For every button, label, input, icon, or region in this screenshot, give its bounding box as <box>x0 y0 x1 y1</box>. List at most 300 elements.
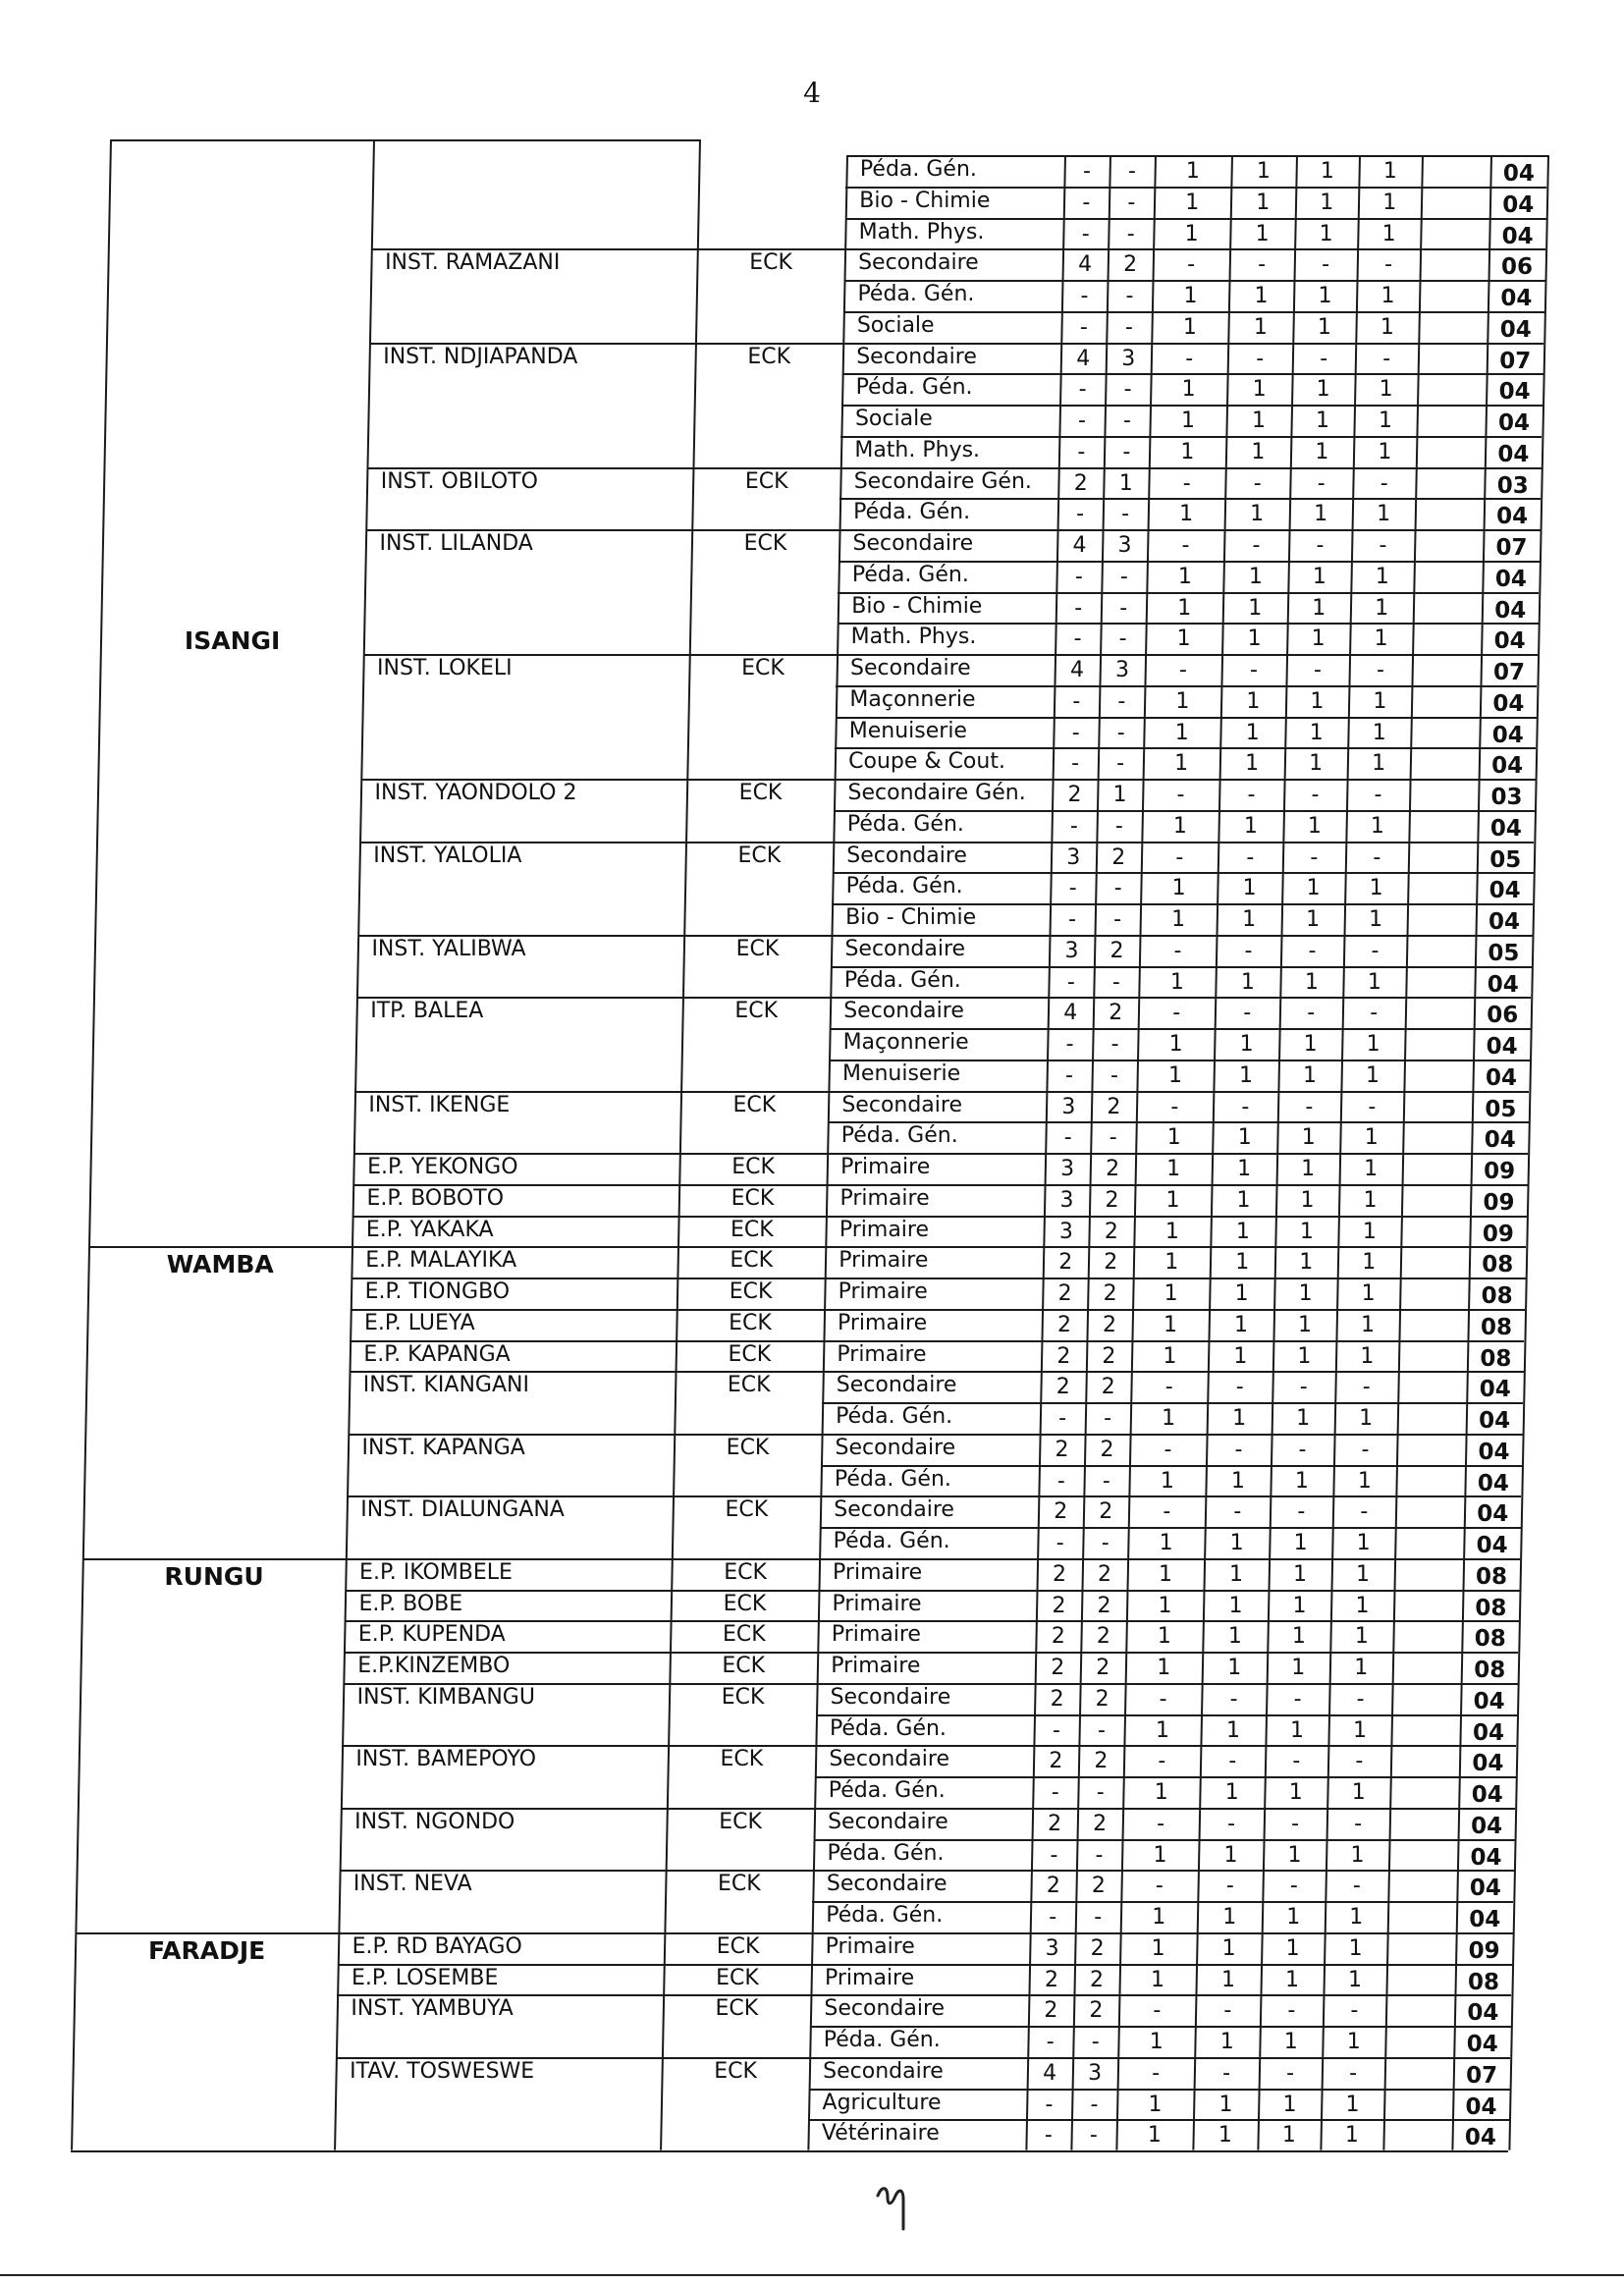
count-c3: 1 <box>1166 1125 1181 1151</box>
count-c5: 1 <box>1312 564 1326 589</box>
count-c1: - <box>1065 1032 1074 1057</box>
count-c1: 4 <box>1043 2060 1057 2086</box>
count-c5: 1 <box>1286 1905 1301 1930</box>
count-c3: 1 <box>1164 1312 1177 1337</box>
row-total: 04 <box>1497 441 1530 467</box>
count-c5: - <box>1292 1749 1301 1774</box>
count-c2: - <box>1097 1717 1106 1743</box>
count-c5: - <box>1316 533 1325 558</box>
count-c5: 1 <box>1294 1468 1309 1494</box>
count-c6: - <box>1384 252 1393 278</box>
count-c6: - <box>1382 346 1391 371</box>
count-c6: 1 <box>1362 1219 1377 1244</box>
row-total: 07 <box>1499 348 1532 374</box>
row-total: 04 <box>1489 878 1521 904</box>
section-label: Secondaire <box>843 999 964 1024</box>
count-c2: - <box>1111 969 1120 995</box>
count-c4: 1 <box>1229 1561 1244 1587</box>
row-total: 04 <box>1494 597 1527 624</box>
count-c1: - <box>1068 907 1077 932</box>
count-c4: 1 <box>1235 1250 1250 1276</box>
row-rule <box>819 1558 1520 1560</box>
school-name: INST. NGONDO <box>354 1809 515 1834</box>
count-c3: 1 <box>1151 1935 1165 1961</box>
count-c4: 1 <box>1237 1125 1252 1151</box>
section-label: Péda. Gén. <box>851 562 969 587</box>
count-c4: 1 <box>1255 221 1270 246</box>
count-c4: 1 <box>1230 1468 1245 1494</box>
school-type: ECK <box>732 1092 777 1117</box>
count-c2: - <box>1118 626 1127 652</box>
section-label: Sociale <box>854 407 933 431</box>
count-c3: 1 <box>1162 1406 1176 1431</box>
section-label: Agriculture <box>822 2090 942 2115</box>
count-c5: 1 <box>1318 284 1332 308</box>
count-c6: 1 <box>1381 221 1396 246</box>
count-c1: - <box>1071 751 1080 777</box>
row-total: 04 <box>1489 815 1522 842</box>
count-c6: 1 <box>1355 1593 1370 1618</box>
section-label: Péda. Gén. <box>826 1903 944 1928</box>
row-total: 04 <box>1491 753 1524 780</box>
count-c1: - <box>1056 1531 1064 1555</box>
count-c4: 1 <box>1235 1219 1250 1244</box>
count-c6: - <box>1368 1094 1377 1119</box>
count-c3: 1 <box>1174 751 1189 777</box>
section-label: Secondaire <box>852 531 974 556</box>
school-name: INST. YALOLIA <box>373 843 522 868</box>
row-rule <box>812 1932 1513 1934</box>
count-c1: - <box>1080 284 1089 308</box>
count-c2: - <box>1089 2123 1098 2148</box>
count-c4: - <box>1243 1001 1252 1026</box>
section-label: Secondaire <box>835 1435 956 1460</box>
count-c2: 2 <box>1105 1187 1119 1213</box>
count-c4: - <box>1241 1094 1250 1119</box>
count-c1: 4 <box>1070 658 1085 682</box>
count-c1: - <box>1066 969 1075 995</box>
count-c1: 4 <box>1063 1001 1078 1026</box>
count-c6: - <box>1380 470 1388 496</box>
count-c6: 1 <box>1356 1561 1371 1587</box>
count-c6: - <box>1350 1998 1359 2024</box>
count-c6: - <box>1371 938 1380 963</box>
count-c1: - <box>1068 876 1077 901</box>
count-c6: - <box>1379 533 1387 558</box>
count-c1: - <box>1078 377 1087 403</box>
count-c5: 1 <box>1303 1032 1318 1057</box>
count-c6: 1 <box>1377 502 1391 527</box>
count-c5: 1 <box>1320 190 1334 215</box>
count-c6: 1 <box>1382 159 1397 184</box>
school-name: E.P. IKOMBELE <box>359 1559 513 1585</box>
count-c6: 1 <box>1350 1842 1365 1868</box>
count-c4: 1 <box>1256 159 1271 184</box>
count-c6: - <box>1355 1749 1364 1774</box>
row-total: 04 <box>1491 722 1524 748</box>
district-rule <box>82 1558 346 1560</box>
count-c6: 1 <box>1369 876 1383 901</box>
count-c6: 1 <box>1374 626 1388 652</box>
count-c4: 1 <box>1233 1343 1248 1369</box>
count-c2: - <box>1114 813 1123 839</box>
count-c3: 1 <box>1180 439 1195 464</box>
count-c4: 1 <box>1219 2030 1234 2054</box>
count-c3: 1 <box>1171 907 1186 932</box>
count-c6: 1 <box>1372 751 1386 777</box>
count-c1: 4 <box>1072 533 1087 558</box>
district-name: RUNGU <box>164 1561 264 1591</box>
count-c5: 1 <box>1300 1187 1315 1213</box>
count-c1: 2 <box>1054 1499 1068 1525</box>
count-c1: 2 <box>1051 1656 1065 1680</box>
section-label: Péda. Gén. <box>859 157 977 182</box>
count-c6: - <box>1354 1811 1363 1836</box>
count-c4: 1 <box>1254 284 1269 308</box>
count-c6: 1 <box>1372 720 1386 745</box>
count-c6: 1 <box>1370 813 1384 839</box>
count-c1: - <box>1044 2123 1053 2148</box>
count-c6: 1 <box>1361 1312 1375 1337</box>
count-c6: - <box>1374 783 1382 807</box>
school-name: E.P. YEKONGO <box>367 1155 518 1179</box>
row-total: 04 <box>1472 1751 1504 1777</box>
count-c5: - <box>1291 1811 1300 1836</box>
count-c4: 1 <box>1223 1842 1238 1868</box>
count-c6: - <box>1373 844 1381 870</box>
count-c4: 1 <box>1251 408 1266 433</box>
count-c5: 1 <box>1310 688 1325 714</box>
count-c6: 1 <box>1354 1624 1369 1650</box>
section-label: Péda. Gén. <box>857 282 975 306</box>
section-label: Secondaire Gén. <box>853 468 1032 494</box>
count-c5: - <box>1305 1094 1314 1119</box>
row-total: 04 <box>1486 1034 1518 1060</box>
school-name: E.P. KUPENDA <box>357 1622 506 1648</box>
school-type: ECK <box>722 1654 766 1678</box>
row-total: 04 <box>1472 1719 1504 1746</box>
row-rule <box>811 1964 1512 1966</box>
count-c3: 1 <box>1175 688 1190 714</box>
school-name: INST. RAMAZANI <box>385 250 561 276</box>
count-c2: 2 <box>1104 1250 1118 1276</box>
count-c1: 2 <box>1048 1811 1062 1836</box>
count-c3: 1 <box>1159 1531 1173 1555</box>
count-c3: 1 <box>1160 1468 1174 1494</box>
row-total: 08 <box>1476 1563 1508 1590</box>
count-c4: 1 <box>1224 1780 1239 1805</box>
school-name: E.P. TIONGBO <box>364 1279 511 1304</box>
school-name: INST. YAMBUYA <box>351 1996 514 2022</box>
count-c1: - <box>1071 720 1080 745</box>
count-c4: 1 <box>1242 876 1257 901</box>
count-c1: 2 <box>1058 1250 1073 1276</box>
count-c1: 3 <box>1060 1157 1075 1181</box>
district-rule <box>76 1932 339 1934</box>
count-c4: - <box>1229 1686 1238 1712</box>
school-name: E.P. RD BAYAGO <box>352 1933 522 1959</box>
school-name: E.P. YAKAKA <box>365 1217 494 1242</box>
section-label: Péda. Gén. <box>823 2028 941 2052</box>
count-c5: - <box>1320 346 1328 371</box>
count-c6: 1 <box>1345 2092 1360 2117</box>
count-c6: - <box>1352 1874 1361 1899</box>
count-c5: 1 <box>1299 1250 1314 1276</box>
count-c3: 1 <box>1164 1219 1179 1244</box>
count-c5: 1 <box>1298 1281 1313 1306</box>
school-type: ECK <box>722 1622 766 1648</box>
school-name: INST. YALIBWA <box>371 936 526 961</box>
count-c1: 2 <box>1053 1561 1067 1587</box>
school-type: ECK <box>738 781 783 805</box>
school-type: ECK <box>721 1684 765 1710</box>
row-total: 04 <box>1471 1782 1503 1808</box>
row-total: 06 <box>1487 1003 1519 1029</box>
count-c1: 2 <box>1052 1593 1066 1618</box>
section-label: Péda. Gén. <box>836 1404 953 1429</box>
count-c5: 1 <box>1282 2092 1297 2117</box>
count-c5: 1 <box>1296 1406 1311 1431</box>
count-c5: 1 <box>1314 502 1328 527</box>
count-c4: 1 <box>1221 1967 1235 1992</box>
count-c1: - <box>1045 2092 1054 2117</box>
count-c3: 1 <box>1165 1187 1180 1213</box>
count-c2: 2 <box>1090 1935 1105 1961</box>
count-c6: 1 <box>1352 1717 1367 1743</box>
section-label: Primaire <box>837 1341 927 1367</box>
section-label: Secondaire <box>858 250 979 276</box>
row-total: 04 <box>1485 1064 1517 1091</box>
count-c4: 1 <box>1228 1593 1243 1618</box>
count-c5: - <box>1299 1375 1308 1400</box>
count-c1: - <box>1058 1406 1067 1431</box>
count-c6: 1 <box>1364 1125 1379 1151</box>
count-c4: - <box>1246 844 1255 870</box>
school-type: ECK <box>714 2058 757 2084</box>
count-c3: 1 <box>1183 284 1198 308</box>
count-c1: - <box>1077 408 1086 433</box>
count-c3: 1 <box>1185 159 1200 184</box>
section-label: Secondaire Gén. <box>847 781 1026 805</box>
section-label: Péda. Gén. <box>845 874 963 899</box>
school-type: ECK <box>718 1872 761 1897</box>
count-c3: 1 <box>1157 1624 1171 1650</box>
count-c5: 1 <box>1312 595 1326 621</box>
count-c5: - <box>1286 2060 1295 2086</box>
count-c3: 1 <box>1158 1593 1172 1618</box>
count-c3: 1 <box>1164 1281 1178 1306</box>
row-rule <box>818 1620 1519 1622</box>
count-c4: 1 <box>1252 377 1267 403</box>
count-c2: 2 <box>1107 1094 1121 1119</box>
count-c5: - <box>1311 783 1320 807</box>
row-total: 04 <box>1469 1907 1501 1932</box>
row-total: 04 <box>1496 504 1529 530</box>
section-label: Péda. Gén. <box>853 500 971 525</box>
section-label: Sociale <box>856 312 935 338</box>
count-c2: 2 <box>1103 1281 1117 1306</box>
section-label: Primaire <box>832 1591 922 1616</box>
row-total: 04 <box>1484 1127 1516 1154</box>
count-c5: 1 <box>1302 1062 1317 1088</box>
count-c1: 3 <box>1064 938 1079 963</box>
row-total: 06 <box>1501 254 1534 281</box>
footer-rule <box>0 2274 1624 2276</box>
section-label: Primaire <box>825 1933 915 1959</box>
count-c4: 1 <box>1242 907 1257 932</box>
count-c3: - <box>1164 1437 1172 1462</box>
count-c5: 1 <box>1311 626 1326 652</box>
row-total: 04 <box>1465 2094 1497 2120</box>
row-total: 07 <box>1495 535 1528 561</box>
count-c2: - <box>1121 502 1130 527</box>
count-c4: 1 <box>1245 720 1260 745</box>
count-c1: - <box>1046 2030 1055 2054</box>
district-name: FARADJE <box>147 1935 266 1965</box>
row-total: 08 <box>1480 1345 1512 1372</box>
section-label: Primaire <box>839 1248 929 1274</box>
count-c3: 1 <box>1171 876 1186 901</box>
count-c4: 1 <box>1240 969 1255 995</box>
count-c1: - <box>1074 595 1083 621</box>
count-c4: - <box>1234 1437 1243 1462</box>
count-c2: 2 <box>1098 1561 1112 1587</box>
section-label: Bio - Chimie <box>859 188 991 213</box>
count-c3: - <box>1159 1686 1167 1712</box>
count-c3: 1 <box>1164 1250 1179 1276</box>
count-c6: 1 <box>1375 564 1389 589</box>
count-c4: 1 <box>1239 1032 1254 1057</box>
count-c3: 1 <box>1174 720 1189 745</box>
count-c4: 1 <box>1236 1187 1251 1213</box>
count-c2: 2 <box>1090 1967 1104 1992</box>
count-c2: - <box>1117 688 1126 714</box>
count-c5: 1 <box>1298 1312 1312 1337</box>
count-c1: 2 <box>1046 1874 1060 1899</box>
count-c6: - <box>1349 2060 1358 2086</box>
count-c4: - <box>1222 2060 1231 2086</box>
row-total: 08 <box>1482 1252 1514 1278</box>
row-total: 09 <box>1484 1159 1516 1184</box>
page-number: 4 <box>803 77 821 109</box>
count-c6: - <box>1370 1001 1379 1026</box>
count-c3: 1 <box>1169 969 1184 995</box>
count-c2: 2 <box>1096 1656 1110 1680</box>
row-total: 04 <box>1464 2125 1496 2151</box>
school-type: ECK <box>720 1747 764 1772</box>
row-rule <box>843 311 1544 313</box>
row-rule <box>827 1153 1528 1155</box>
section-label: Secondaire <box>829 1747 949 1772</box>
section-label: Primaire <box>825 1965 915 1990</box>
count-c4: - <box>1233 1499 1242 1525</box>
count-c5: 1 <box>1291 1656 1306 1680</box>
count-c2: - <box>1094 1905 1103 1930</box>
row-total: 04 <box>1469 1876 1501 1902</box>
count-c2: 2 <box>1109 1001 1123 1026</box>
count-c2: 2 <box>1095 1686 1110 1712</box>
row-total: 04 <box>1502 161 1535 187</box>
count-c4: - <box>1235 1375 1244 1400</box>
count-c4: 1 <box>1234 1312 1248 1337</box>
count-c1: - <box>1063 1125 1072 1151</box>
count-c4: - <box>1227 1811 1236 1836</box>
row-total: 05 <box>1488 940 1520 966</box>
count-c1: - <box>1077 439 1086 464</box>
school-name: INST. LILANDA <box>379 531 533 556</box>
school-type: ECK <box>730 1248 774 1274</box>
count-c2: - <box>1102 1468 1110 1494</box>
count-c3: 1 <box>1182 314 1197 340</box>
row-total: 04 <box>1494 566 1527 592</box>
count-c4: - <box>1250 658 1258 682</box>
section-label: Menuiserie <box>848 718 967 743</box>
count-c2: - <box>1110 1032 1119 1057</box>
count-c5: 1 <box>1281 2123 1296 2148</box>
section-label: Coupe & Cout. <box>848 749 1005 775</box>
school-name: INST. IKENGE <box>368 1092 511 1117</box>
section-label: Secondaire <box>841 1092 962 1117</box>
count-c2: 2 <box>1104 1219 1118 1244</box>
count-c2: - <box>1101 1531 1110 1555</box>
school-name: INST. NDJIAPANDA <box>383 344 578 369</box>
count-c1: 3 <box>1059 1187 1074 1213</box>
section-label: Secondaire <box>856 344 977 369</box>
table-border-left <box>71 139 112 2150</box>
count-c3: 1 <box>1151 1967 1164 1992</box>
count-c1: - <box>1082 159 1091 184</box>
count-c3: - <box>1164 1375 1173 1400</box>
count-c6: 1 <box>1360 1343 1375 1369</box>
count-c6: 1 <box>1359 1406 1374 1431</box>
count-c2: 2 <box>1096 1624 1110 1650</box>
row-total: 04 <box>1479 1408 1511 1434</box>
count-c3: - <box>1155 1874 1164 1899</box>
count-c4: 1 <box>1251 439 1266 464</box>
count-c5: - <box>1308 938 1317 963</box>
count-c3: 1 <box>1167 1062 1182 1088</box>
count-c2: - <box>1104 1406 1112 1431</box>
section-label: Vétérinaire <box>821 2121 940 2147</box>
count-c1: 2 <box>1045 1967 1058 1992</box>
count-c3: 1 <box>1168 1032 1183 1057</box>
count-c2: - <box>1127 159 1136 184</box>
section-label: Péda. Gén. <box>827 1840 945 1866</box>
row-total: 04 <box>1492 690 1525 717</box>
count-c1: - <box>1056 1468 1065 1494</box>
school-type: ECK <box>749 250 792 276</box>
count-c6: - <box>1356 1686 1365 1712</box>
row-total: 07 <box>1493 660 1526 685</box>
count-c4: 1 <box>1250 502 1265 527</box>
section-label: Péda. Gén. <box>846 811 964 837</box>
row-rule <box>841 405 1543 407</box>
row-total: 04 <box>1473 1688 1505 1714</box>
row-total: 07 <box>1466 2062 1498 2089</box>
count-c1: 2 <box>1067 783 1082 807</box>
count-c2: 2 <box>1101 1375 1115 1400</box>
section-label: Péda. Gén. <box>834 1466 951 1492</box>
count-c1: - <box>1050 1842 1058 1868</box>
count-c6: 1 <box>1379 377 1393 403</box>
row-total: 04 <box>1500 286 1533 311</box>
row-rule <box>826 1216 1527 1218</box>
school-type: ECK <box>731 1185 775 1211</box>
count-c3: 1 <box>1185 190 1200 215</box>
count-c6: 1 <box>1351 1780 1366 1805</box>
count-c4: - <box>1244 938 1253 963</box>
count-c4: 1 <box>1238 1062 1253 1088</box>
